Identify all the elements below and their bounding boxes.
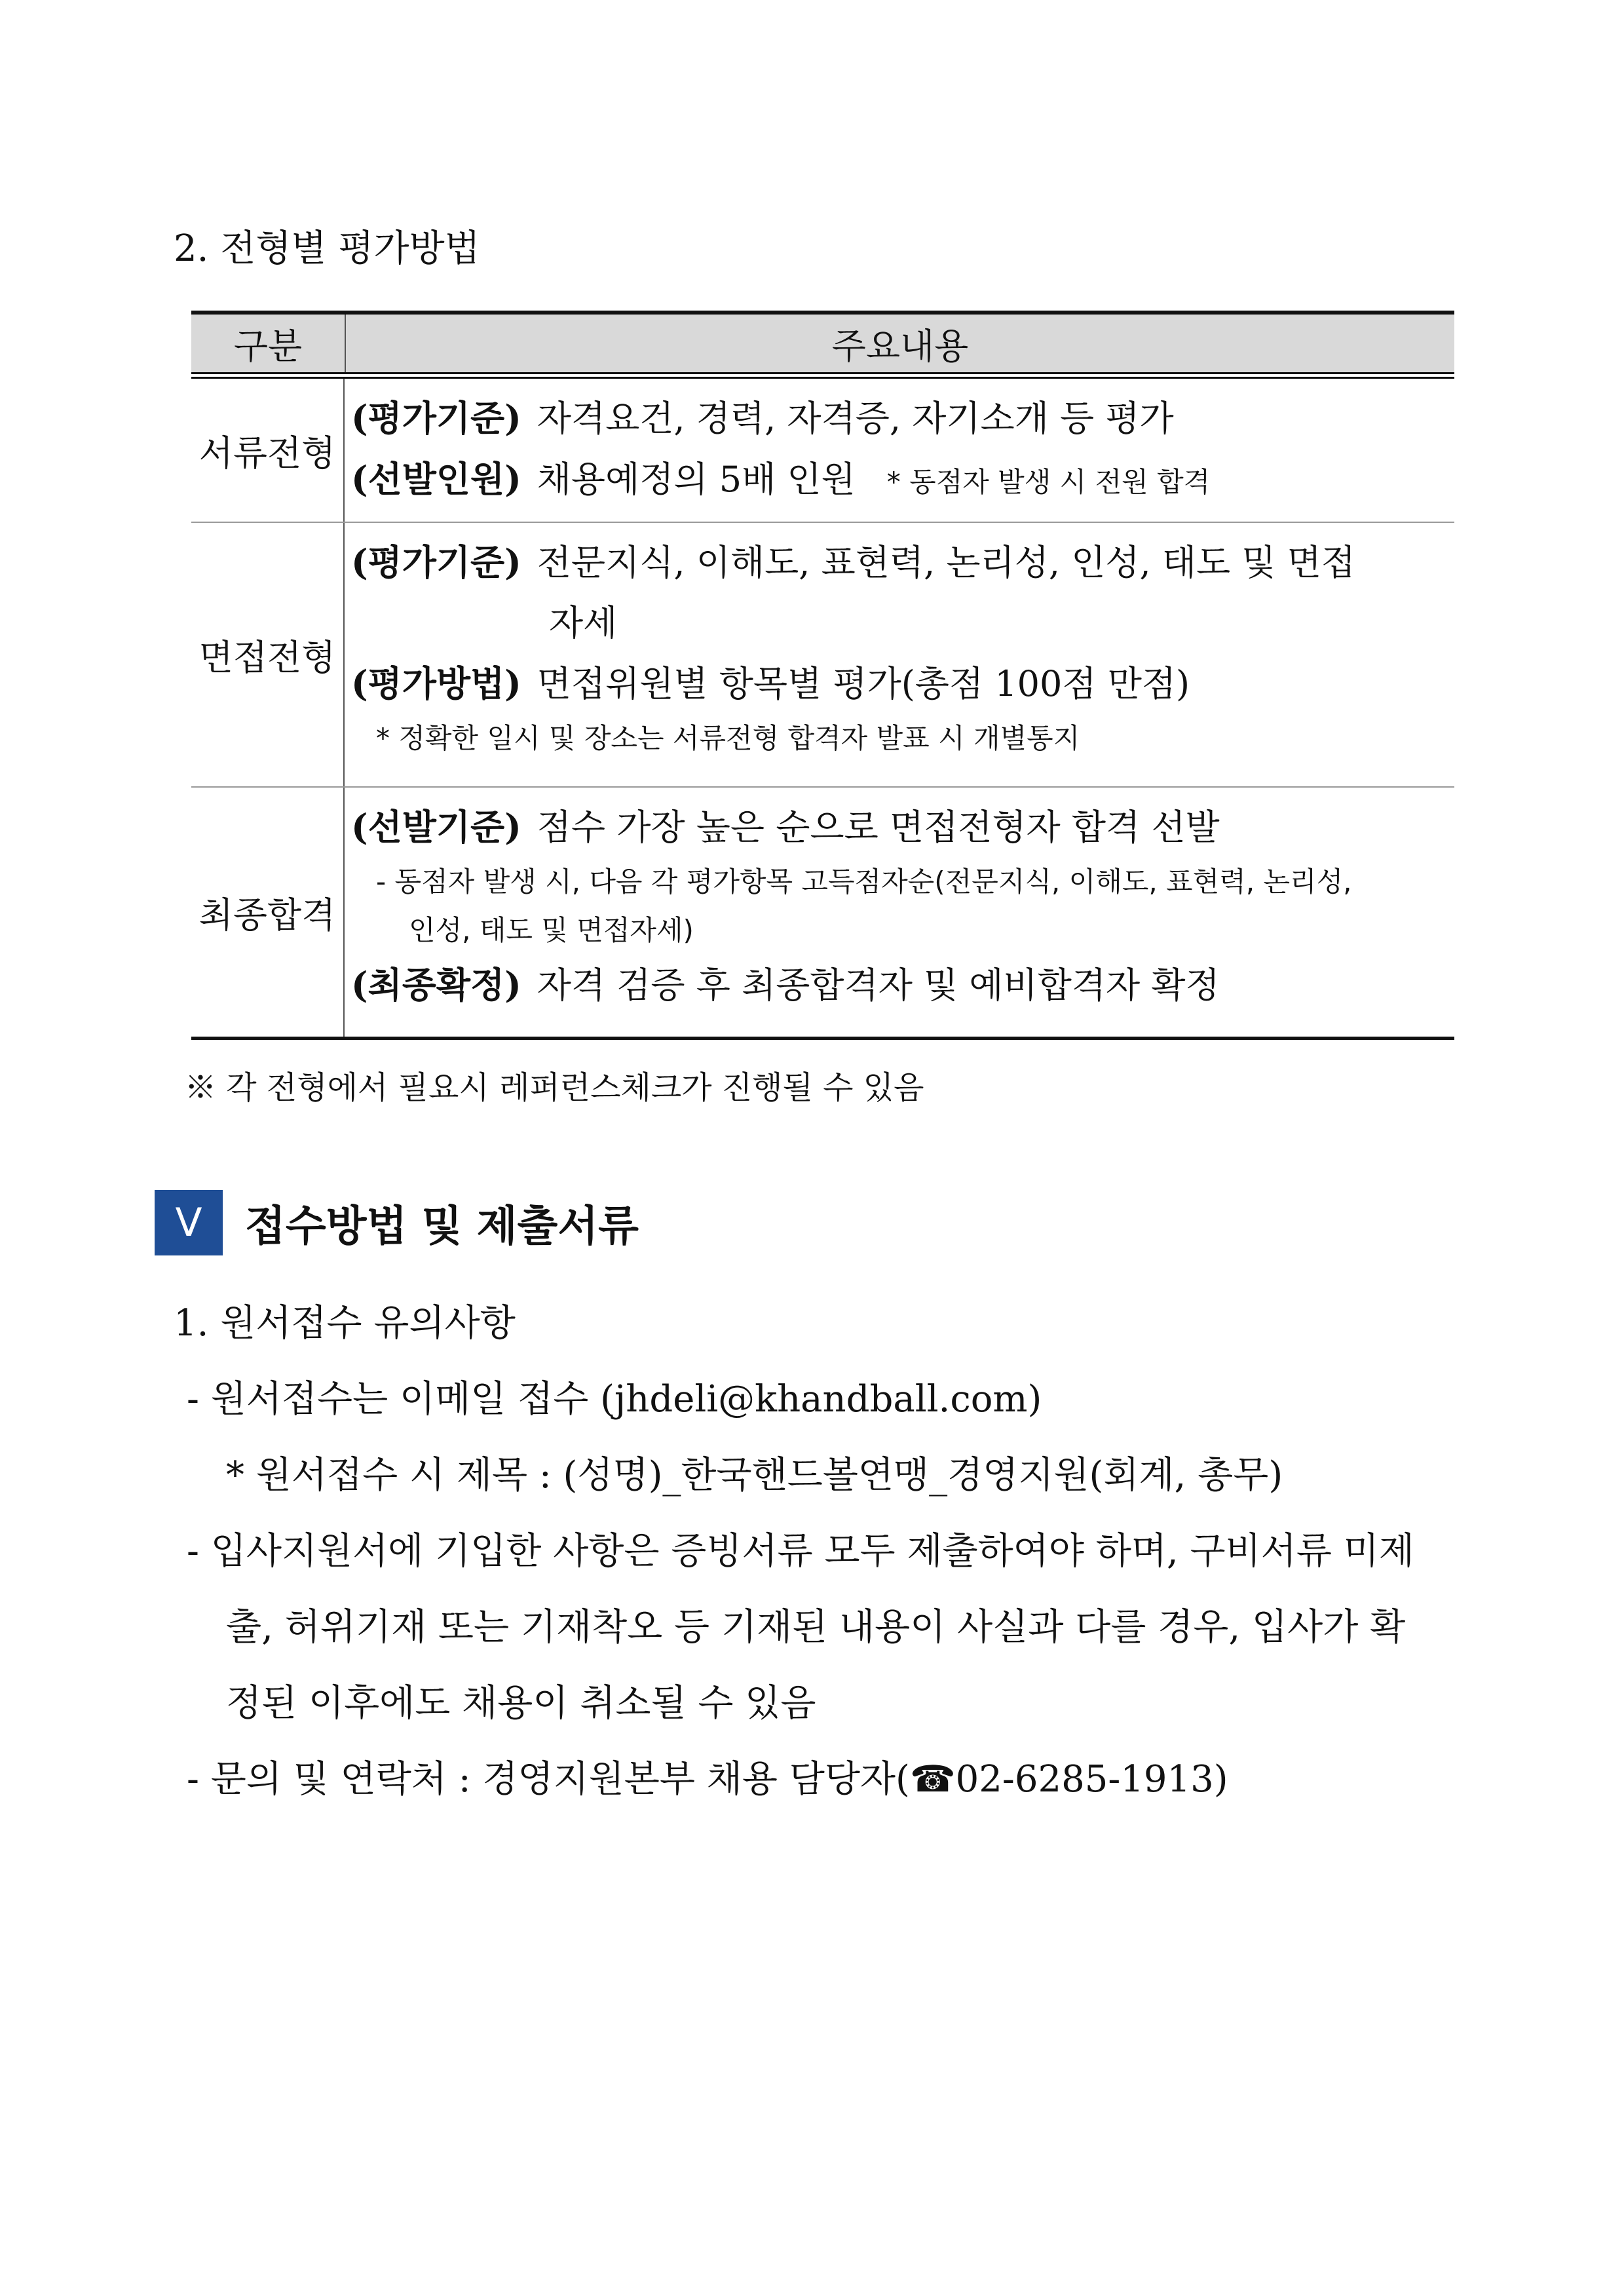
row-category: 면접전형 (191, 523, 345, 786)
line-text: 면접위원별 항목별 평가(총점 100점 만점) (537, 663, 1190, 704)
list-item: - 원서접수는 이메일 접수 (jhdeli@khandball.com) (187, 1378, 1042, 1421)
content-line (351, 797, 1454, 858)
row-content (345, 379, 1454, 522)
line-text: 자격 검증 후 최종합격자 및 예비합격자 확정 (537, 965, 1220, 1006)
content-line-continued: 자세 (549, 602, 618, 643)
line-label: (선발기준) (351, 806, 521, 848)
row-category: 최종합격 (191, 788, 345, 1037)
line-label: (평가기준) (351, 397, 521, 439)
section-number-badge: Ⅴ (155, 1190, 223, 1255)
section-v-header (155, 1190, 639, 1255)
content-line (351, 388, 1454, 449)
sub-line: 인성, 태도 및 면접자세) (409, 914, 694, 946)
content-line (351, 653, 1454, 714)
table-header (191, 315, 1454, 372)
row-content (345, 788, 1454, 1037)
header-double-rule (191, 372, 1454, 379)
content-line (351, 955, 1454, 1016)
content-line (351, 532, 1454, 593)
list-item: - 입사지원서에 기입한 사항은 증빙서류 모두 제출하여야 하며, 구비서류 미제 (187, 1530, 1414, 1573)
line-label: (선발인원) (351, 458, 521, 500)
line-text: 전문지식, 이해도, 표현력, 논리성, 인성, 태도 및 면접 (537, 542, 1356, 583)
row-note: * 정확한 일시 및 장소는 서류전형 합격자 발표 시 개별통지 (376, 722, 1080, 754)
table-row-document-screening (191, 379, 1454, 523)
line-note: * 동점자 발생 시 전원 합격 (886, 466, 1211, 498)
list-item (174, 1742, 1484, 1818)
section-heading: 접수방법 및 제출서류 (245, 1202, 639, 1251)
sub-line: - 동점자 발생 시, 다음 각 평가항목 고득점자순(전문지식, 이해도, 표현력, 논리성, (376, 866, 1352, 898)
list-item-continued: 출, 허위기재 또는 기재착오 등 기재된 내용이 사실과 다를 경우, 입사가 확 (226, 1606, 1406, 1649)
table-row-final (191, 788, 1454, 1040)
footnote: ※ 각 전형에서 필요시 레퍼런스체크가 진행될 수 있음 (185, 1069, 924, 1106)
line-text: 점수 가장 높은 순으로 면접전형자 합격 선발 (537, 807, 1220, 848)
phone-icon: ☎ (909, 1758, 956, 1801)
application-notes (174, 1286, 1484, 1818)
section-title: 2. 전형별 평가방법 (174, 227, 480, 270)
line-label: (평가방법) (351, 662, 521, 704)
line-text: 자격요건, 경력, 자격증, 자기소개 등 평가 (537, 398, 1174, 439)
subsection-title: 1. 원서접수 유의사항 (174, 1302, 516, 1345)
header-category: 구분 (191, 315, 346, 372)
header-content: 주요내용 (831, 325, 969, 367)
row-content (345, 523, 1454, 786)
list-item-continued: 정된 이후에도 채용이 취소될 수 있음 (226, 1682, 816, 1725)
content-line (351, 449, 1454, 512)
contact-text: - 문의 및 연락처 : 경영지원본부 채용 담당자( (187, 1758, 910, 1801)
contact-phone: 02-6285-1913) (955, 1758, 1228, 1801)
line-label: (최종확정) (351, 964, 521, 1006)
list-item-sub: * 원서접수 시 제목 : (성명)_한국핸드볼연맹_경영지원(회계, 총무) (226, 1454, 1283, 1497)
line-label: (평가기준) (351, 541, 521, 583)
table-row-interview (191, 523, 1454, 788)
line-text: 채용예정의 5배 인원 (537, 459, 856, 500)
row-category: 서류전형 (191, 379, 345, 522)
evaluation-table (191, 311, 1454, 1040)
